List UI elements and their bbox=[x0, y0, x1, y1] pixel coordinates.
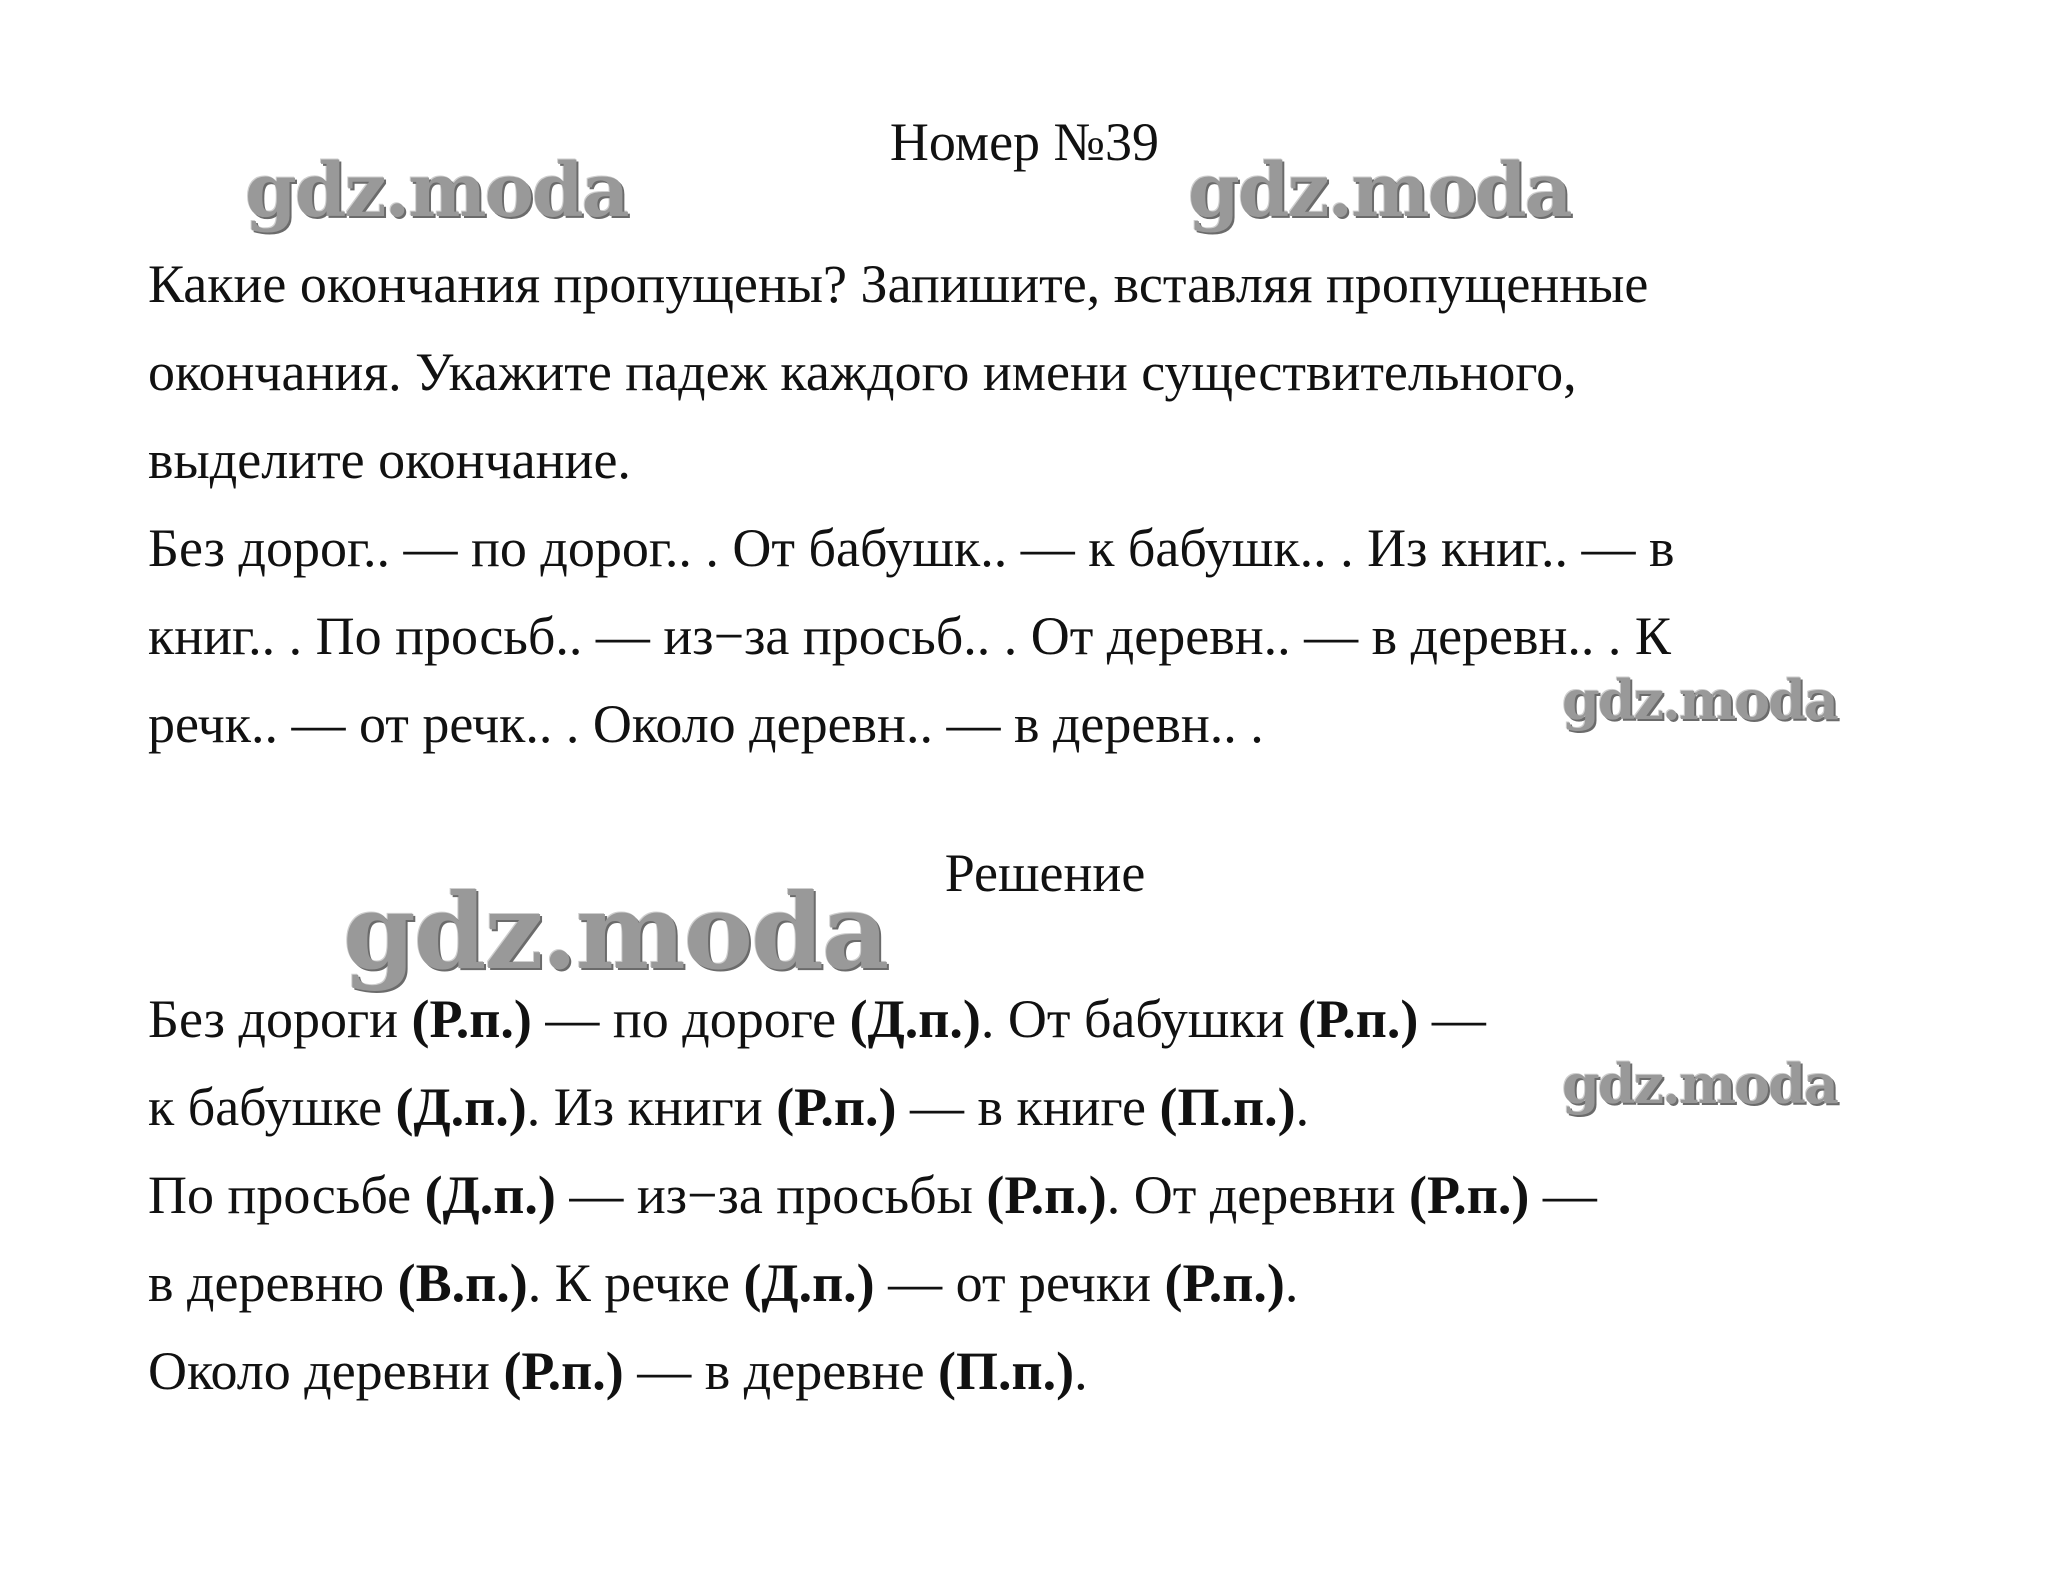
case-label: (П.п.) bbox=[1159, 1077, 1296, 1137]
watermark: gdz.moda bbox=[343, 870, 888, 993]
solution-text-fragment: Без дороги bbox=[148, 989, 412, 1049]
case-label: (В.п.) bbox=[397, 1253, 528, 1313]
case-label: (Р.п.) bbox=[411, 989, 532, 1049]
solution-text-fragment: — от речки bbox=[874, 1253, 1165, 1313]
case-label: (Р.п.) bbox=[986, 1165, 1107, 1225]
solution-text-fragment: . От деревни bbox=[1106, 1165, 1410, 1225]
solution-text-fragment: По просьбе bbox=[148, 1165, 425, 1225]
solution-text-fragment: в деревню bbox=[148, 1253, 398, 1313]
solution-text-fragment: — в книге bbox=[896, 1077, 1160, 1137]
solution-text-fragment: . Из книги bbox=[526, 1077, 777, 1137]
solution-text bbox=[148, 975, 1908, 1415]
solution-text-fragment: . От бабушки bbox=[980, 989, 1299, 1049]
watermark: gdz.moda bbox=[245, 148, 628, 234]
case-label: (Р.п.) bbox=[1164, 1253, 1285, 1313]
solution-line bbox=[148, 1151, 1908, 1239]
solution-text-fragment: — по дороге bbox=[531, 989, 850, 1049]
task-line: окончания. Укажите падеж каждого имени существительного, bbox=[148, 342, 1577, 402]
case-label: (Р.п.) bbox=[1409, 1165, 1530, 1225]
watermark: gdz.moda bbox=[1562, 1052, 1837, 1116]
solution-text-fragment: — bbox=[1529, 1165, 1597, 1225]
solution-line bbox=[148, 1327, 1908, 1415]
case-label: (Д.п.) bbox=[395, 1077, 527, 1137]
case-label: (Р.п.) bbox=[503, 1341, 624, 1401]
solution-text-fragment: . К речке bbox=[527, 1253, 744, 1313]
solution-text-fragment: — из−за просьбы bbox=[555, 1165, 987, 1225]
case-label: (Р.п.) bbox=[1298, 989, 1419, 1049]
task-line: Без дорог.. — по дорог.. . От бабушк.. — к бабушк.. . Из книг.. — в bbox=[148, 518, 1675, 578]
task-line: речк.. — от речк.. . Около деревн.. — в деревн.. . bbox=[148, 694, 1264, 754]
case-label: (Р.п.) bbox=[776, 1077, 897, 1137]
solution-text-fragment: — bbox=[1418, 989, 1486, 1049]
task-line: Какие окончания пропущены? Запишите, вставляя пропущенные bbox=[148, 254, 1649, 314]
solution-heading: Решение bbox=[944, 843, 1146, 903]
solution-text-fragment: . bbox=[1295, 1077, 1310, 1137]
solution-text-fragment: — в деревне bbox=[623, 1341, 939, 1401]
case-label: (Д.п.) bbox=[743, 1253, 875, 1313]
task-line: выделите окончание. bbox=[148, 430, 631, 490]
solution-text-fragment: Около деревни bbox=[148, 1341, 504, 1401]
solution-text-fragment: к бабушке bbox=[148, 1077, 396, 1137]
case-label: (Д.п.) bbox=[424, 1165, 556, 1225]
case-label: (Д.п.) bbox=[849, 989, 981, 1049]
task-line: книг.. . По просьб.. — из−за просьб.. . От деревн.. — в деревн.. . К bbox=[148, 606, 1671, 666]
watermark: gdz.moda bbox=[1188, 148, 1571, 234]
case-label: (П.п.) bbox=[938, 1341, 1075, 1401]
solution-text-fragment: . bbox=[1284, 1253, 1299, 1313]
watermark: gdz.moda bbox=[1562, 668, 1837, 732]
solution-text-fragment: . bbox=[1074, 1341, 1088, 1401]
solution-line bbox=[148, 1239, 1908, 1327]
page-title: Номер №39 bbox=[889, 112, 1160, 172]
